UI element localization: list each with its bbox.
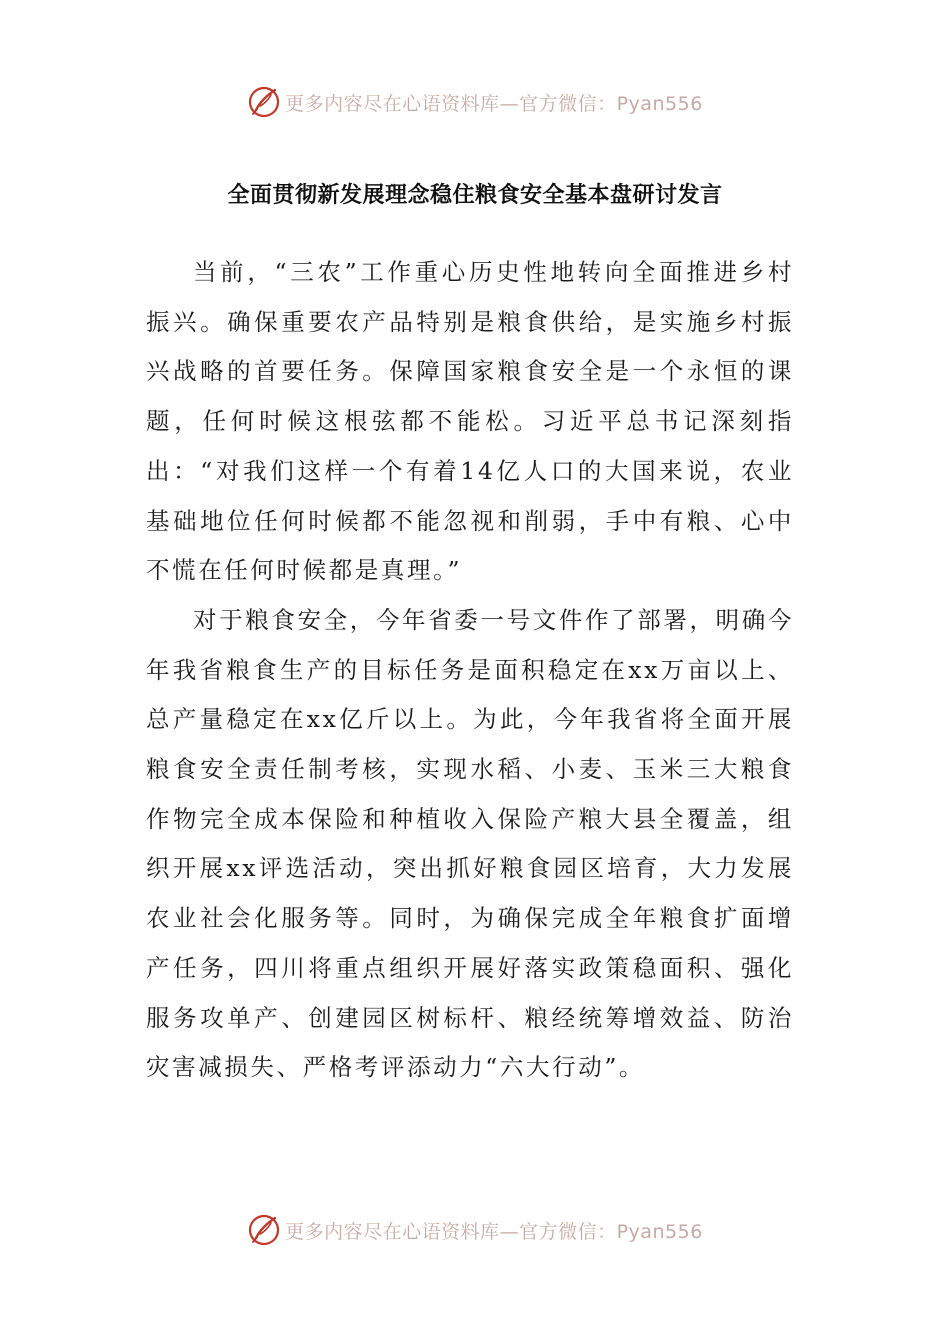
quill-logo-icon [247,85,281,119]
paragraph-1: 当前，“三农”工作重心历史性地转向全面推进乡村振兴。确保重要农产品特别是粮食供给，是实施乡村振兴战略的首要任务。保障国家粮食安全是一个永恒的课题，任何时候这根弦都不能松。习近平总书记深刻指出：“对我们这样一个有着14亿人口的大国来说，农业基础地位任何时候都不能忽视和削弱，手中有粮、心中不慌在任何时候都是真理。” [146,258,794,585]
paragraph-2: 对于粮食安全，今年省委一号文件作了部署，明确今年我省粮食生产的目标任务是面积稳定在xx万亩以上、总产量稳定在xx亿斤以上。为此，今年我省将全面开展粮食安全责任制考核，实现水稻、小麦、玉米三大粮食作物完全成本保险和种植收入保险产粮大县全覆盖，组织开展xx评选活动，突出抓好粮食园区培育，大力发展农业社会化服务等。同时，为确保完成全年粮食扩面增产任务，四川将重点组织开展好落实政策稳面积、强化服务攻单产、创建园区树标杆、粮经统筹增效益、防治灾害减损失、严格考评添动力“六大行动”。 [146,605,794,1082]
quill-logo-icon [247,1213,281,1247]
header-watermark-banner [0,82,950,122]
document-body [146,248,794,1093]
footer-watermark-text: 更多内容尽在心语资料库—官方微信：Pyan556 [285,1220,703,1243]
footer-watermark-banner [0,1210,950,1250]
document-title: 全面贯彻新发展理念稳住粮食安全基本盘研讨发言 [227,183,723,208]
header-watermark-text: 更多内容尽在心语资料库—官方微信：Pyan556 [285,92,703,115]
